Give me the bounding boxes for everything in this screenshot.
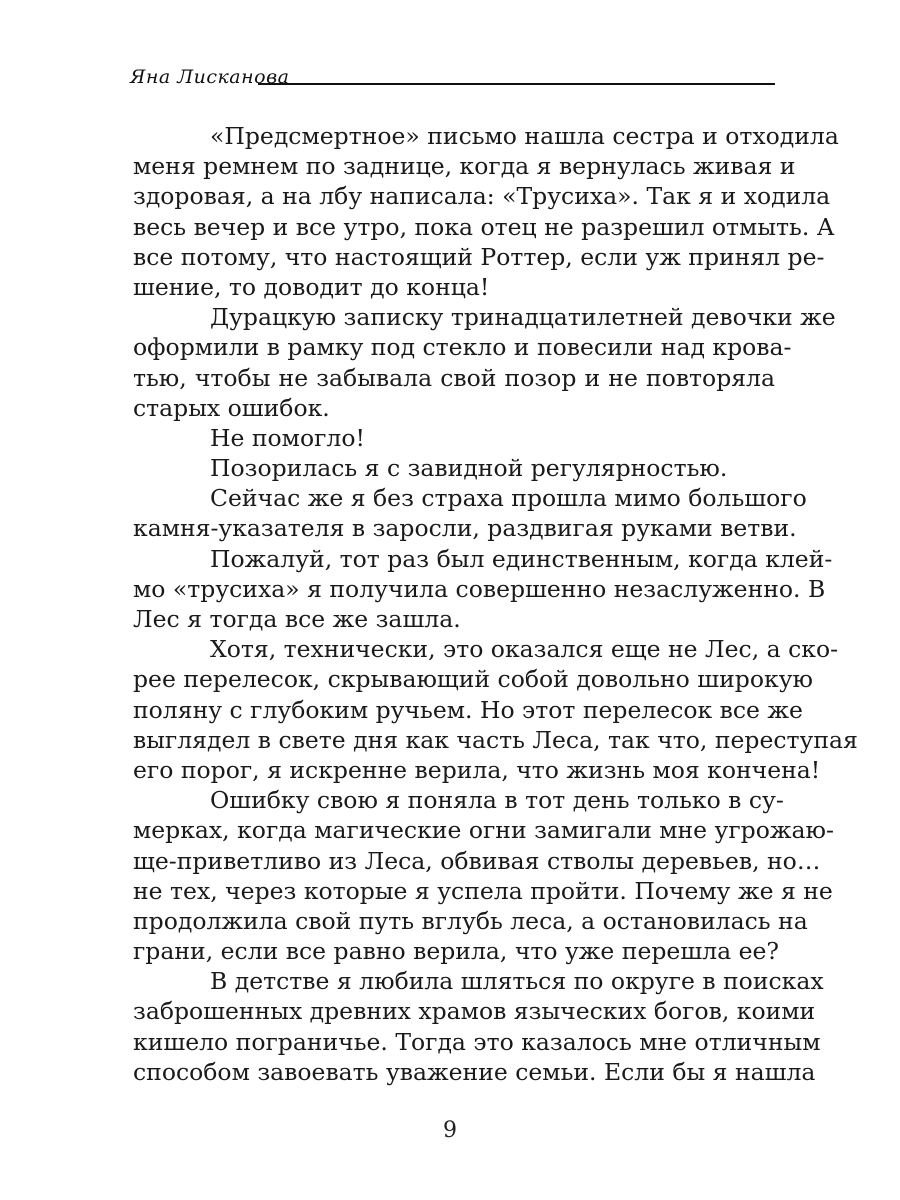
header-rule	[258, 83, 775, 85]
text-line: Сейчас же я без страха прошла мимо большого	[210, 484, 807, 513]
text-line: Позорилась я с завидной регулярностью.	[210, 454, 728, 483]
text-line: рее перелесок, скрывающий собой довольно широкую	[133, 665, 813, 694]
text-line: мо «трусиха» я получила совершенно незаслуженно. В	[133, 574, 826, 603]
text-line: Хотя, технически, это оказался еще не Лес, а ско-	[210, 635, 839, 664]
text-line: «Предсмертное» письмо нашла сестра и отходила	[210, 122, 839, 150]
text-line: способом завоевать уважение семьи. Если бы я нашла	[133, 1057, 816, 1086]
text-line: не тех, через которые я успела пройти. Почему же я не	[133, 876, 833, 905]
text-line: шение, то доводит до конца!	[133, 272, 490, 301]
text-line: заброшенных древних храмов языческих богов, коими	[133, 997, 816, 1026]
text-line: Ошибку свою я поняла в тот день только в су-	[210, 786, 784, 815]
text-line: тью, чтобы не забывала свой позор и не повторяла	[133, 363, 775, 392]
text-line: старых ошибок.	[133, 393, 330, 422]
text-line: В детстве я любила шляться по округе в поисках	[210, 967, 824, 996]
text-line: продолжила свой путь вглубь леса, а остановилась на	[133, 906, 808, 935]
text-line: мерках, когда магические огни замигали мне угрожаю-	[133, 816, 834, 845]
text-line: ще-приветливо из Леса, обвивая стволы деревьев, но…	[133, 846, 821, 875]
text-line: Дурацкую записку тринадцатилетней девочки же	[210, 303, 836, 332]
page-header	[130, 66, 775, 98]
text-line: Не помогло!	[210, 423, 365, 452]
text-line: его порог, я искренне верила, что жизнь моя кончена!	[133, 755, 821, 784]
text-line: здоровая, а на лбу написала: «Трусиха». Так я и ходила	[133, 182, 831, 211]
text-line: Пожалуй, тот раз был единственным, когда клей-	[210, 544, 833, 573]
body-text	[133, 121, 858, 1087]
text-line: Лес я тогда все же зашла.	[133, 605, 461, 633]
text-line: кишело пограничье. Тогда это казалось мне отличным	[133, 1027, 821, 1056]
author-name: Яна Лисканова	[130, 66, 290, 88]
page-number: 9	[443, 1118, 457, 1143]
text-line: поляну с глубоким ручьем. Но этот перелесок все же	[133, 695, 803, 724]
text-line: камня-указателя в заросли, раздвигая руками ветви.	[133, 514, 797, 543]
text-line: выглядел в свете дня как часть Леса, так что, переступая	[133, 725, 858, 754]
text-line: оформили в рамку под стекло и повесили над крова-	[133, 333, 792, 362]
text-line: грани, если все равно верила, что уже перешла ее?	[133, 937, 779, 966]
text-line: меня ремнем по заднице, когда я вернулась живая и	[133, 152, 796, 181]
text-line: весь вечер и все утро, пока отец не разрешил отмыть. А	[133, 212, 835, 241]
text-line: все потому, что настоящий Роттер, если уж принял ре-	[133, 242, 825, 271]
